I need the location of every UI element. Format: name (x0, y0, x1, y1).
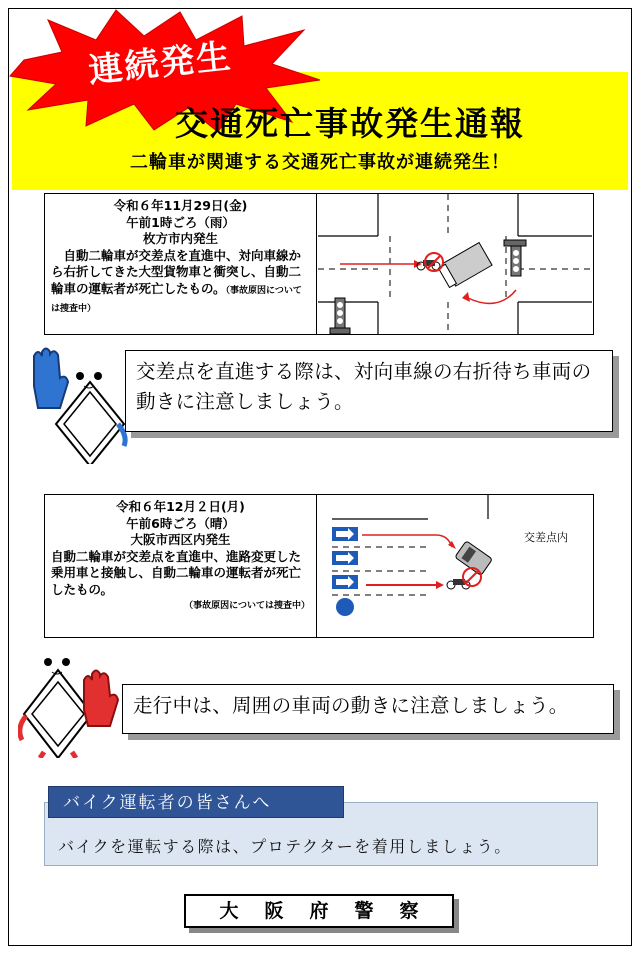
callout-1 (125, 350, 613, 432)
issuer-box: 大阪府警察 (184, 894, 454, 928)
incident-1-text (45, 194, 317, 334)
mascot-stop-red (18, 640, 128, 758)
incident-1-date: 令和６年11月29日(金) (113, 198, 248, 213)
incident-1-place: 枚方市内発生 (142, 231, 218, 246)
incident-2 (44, 494, 594, 638)
incident-1-diagram (318, 194, 592, 334)
page-title: 交通死亡事故発生通報 (175, 104, 525, 143)
incident-2-date: 令和６年12月２日(月) (116, 499, 245, 514)
biker-advice-message: バイクを運転する際は、プロテクターを着用しましょう。 (58, 837, 512, 856)
callout-1-text: 交差点を直進する際は、対向車線の右折待ち車両の動きに注意しましょう。 (136, 360, 592, 413)
traffic-light-2 (330, 298, 350, 334)
page-subtitle: 二輪車が関連する交通死亡事故が連続発生！ (130, 152, 510, 173)
incident-2-place: 大阪市西区内発生 (130, 532, 231, 547)
incident-2-text (45, 495, 317, 637)
biker-advice-heading: バイク運転者の皆さんへ (48, 786, 344, 818)
mascot-stop-blue (20, 346, 130, 464)
callout-2-text: 走行中は、周囲の車両の動きに注意しましょう。 (133, 694, 569, 717)
incident-2-description: 自動二輪車が交差点を直進中、進路変更した乗用車と接触し、自動二輪車の運転者が死亡したもの。 (51, 548, 302, 597)
incident-2-diagram (318, 495, 592, 637)
incident-1-note: （事故原因については捜査中） (51, 285, 302, 314)
burst-text: 連続発生 (86, 36, 235, 92)
incident-1-description: 自動二輪車が交差点を直進中、対向車線から右折してきた大型貨物車と衝突し、自動二輪車の運転者が死亡したもの。 (51, 247, 302, 296)
traffic-light-1 (504, 240, 526, 276)
incident-1 (44, 193, 594, 335)
diagram-label: 交差点内 (524, 531, 568, 544)
incident-1-time: 午前1時ごろ（雨） (126, 214, 235, 230)
callout-2 (122, 684, 614, 734)
incident-2-note: （事故原因については捜査中） (184, 601, 310, 611)
incident-2-time: 午前6時ごろ（晴） (126, 515, 235, 531)
